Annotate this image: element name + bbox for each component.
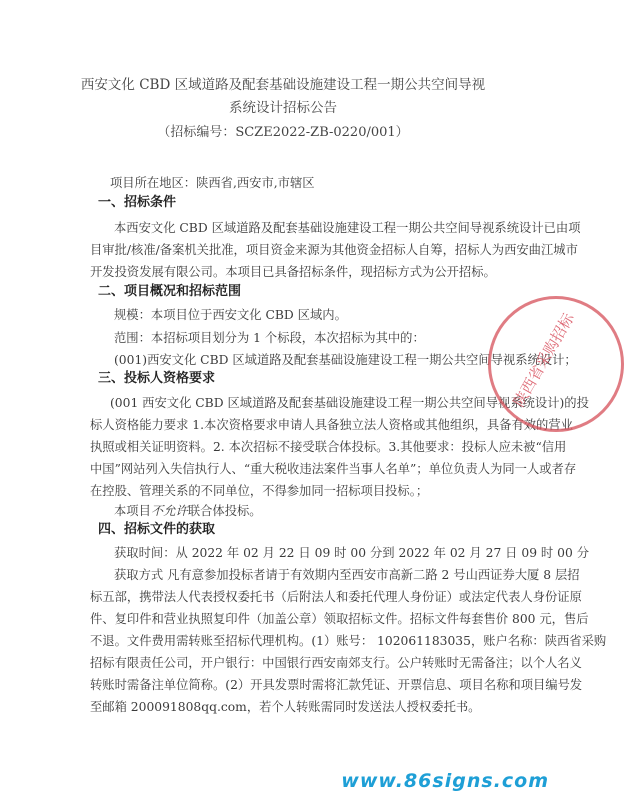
note-italic: 不允许 xyxy=(150,504,188,518)
section-3-line: 执照或相关证明资料。2. 本次招标不接受联合体投标。3.其他要求：投标人应未被“信用 xyxy=(90,440,567,454)
section-4-line: 获取时间：从 2022 年 02 月 22 日 09 时 00 分到 2022 年 02 月 27 日 09 时 00 分 xyxy=(114,546,589,560)
section-4-line: 件、复印件和营业执照复印件（加盖公章）领取招标文件。招标文件每套售价 800 元，售后 xyxy=(90,612,589,626)
section-4-line: 转账时需备注单位简称。(2）开具发票时需将汇款凭证、开票信息、项目名称和项目编号发 xyxy=(90,678,583,692)
section-1-line: 本西安文化 CBD 区域道路及配套基础设施建设工程一期公共空间导视系统设计已由项 xyxy=(114,221,581,235)
project-location: 项目所在地区：陕西省,西安市,市辖区 xyxy=(110,176,315,190)
note-suffix: 联合体投标。 xyxy=(187,504,262,518)
tender-number: （招标编号：SCZE2022-ZB-0220/001） xyxy=(157,125,409,140)
page-title: 西安文化 CBD 区域道路及配套基础设施建设工程一期公共空间导视系统设计招标公告 xyxy=(80,77,486,116)
section-heading-3: 三、投标人资格要求 xyxy=(98,371,216,386)
section-3-line: (001 西安文化 CBD 区域道路及配套基础设施建设工程一期公共空间导视系统设计)的投 xyxy=(110,396,589,410)
section-3-line: 在控股、管理关系的不同单位，不得参加同一招标项目投标。； xyxy=(90,484,429,498)
seal-text: 陕西省采购招标 xyxy=(509,310,578,410)
section-2-line: (001)西安文化 CBD 区域道路及配套基础设施建设工程一期公共空间导视系统设计； xyxy=(114,353,577,367)
section-4-line: 招标有限责任公司，开户银行：中国银行西安南郊支行。公户转账时无需备注；以个人名义 xyxy=(90,656,582,670)
site-watermark: www.86signs.com xyxy=(341,770,549,792)
section-4-line: 获取方式 凡有意参加投标者请于有效期内至西安市高新二路 2 号山西证券大厦 8 层招 xyxy=(114,568,580,582)
section-2-line: 规模：本项目位于西安文化 CBD 区域内。 xyxy=(114,308,347,322)
section-4-line: 标五部，携带法人代表授权委托书（后附法人和委托代理人身份证）或法定代表人身份证原 xyxy=(90,590,582,604)
section-1-line: 开发投资发展有限公司。本项目已具备招标条件，现招标方式为公开招标。 xyxy=(90,265,496,279)
section-4-line: 至邮箱 200091808qq.com，若个人转账需同时发送法人授权委托书。 xyxy=(90,700,481,714)
section-heading-4: 四、招标文件的获取 xyxy=(98,522,216,537)
section-3-note xyxy=(114,503,262,519)
section-heading-2: 二、项目概况和招标范围 xyxy=(98,284,242,299)
section-3-line: 中国”网站列入失信执行人、“重大税收违法案件当事人名单”；单位负责人为同一人或者存 xyxy=(90,462,577,476)
section-2-line: 范围：本招标项目划分为 1 个标段，本次招标为其中的： xyxy=(114,331,425,345)
section-4-line: 不退。文件费用需转账至招标代理机构。(1）账号： 102061183035，账户名称：陕西省采购 xyxy=(90,634,607,648)
section-3-line: 标人资格能力要求 1.本次资格要求申请人具备独立法人资格或其他组织，具备有效的营业 xyxy=(90,418,573,432)
note-prefix: 本项目 xyxy=(114,504,151,518)
section-1-line: 目审批/核准/备案机关批准，项目资金来源为其他资金招标人自筹，招标人为西安曲江城市 xyxy=(90,243,578,257)
section-heading-1: 一、招标条件 xyxy=(98,195,177,210)
